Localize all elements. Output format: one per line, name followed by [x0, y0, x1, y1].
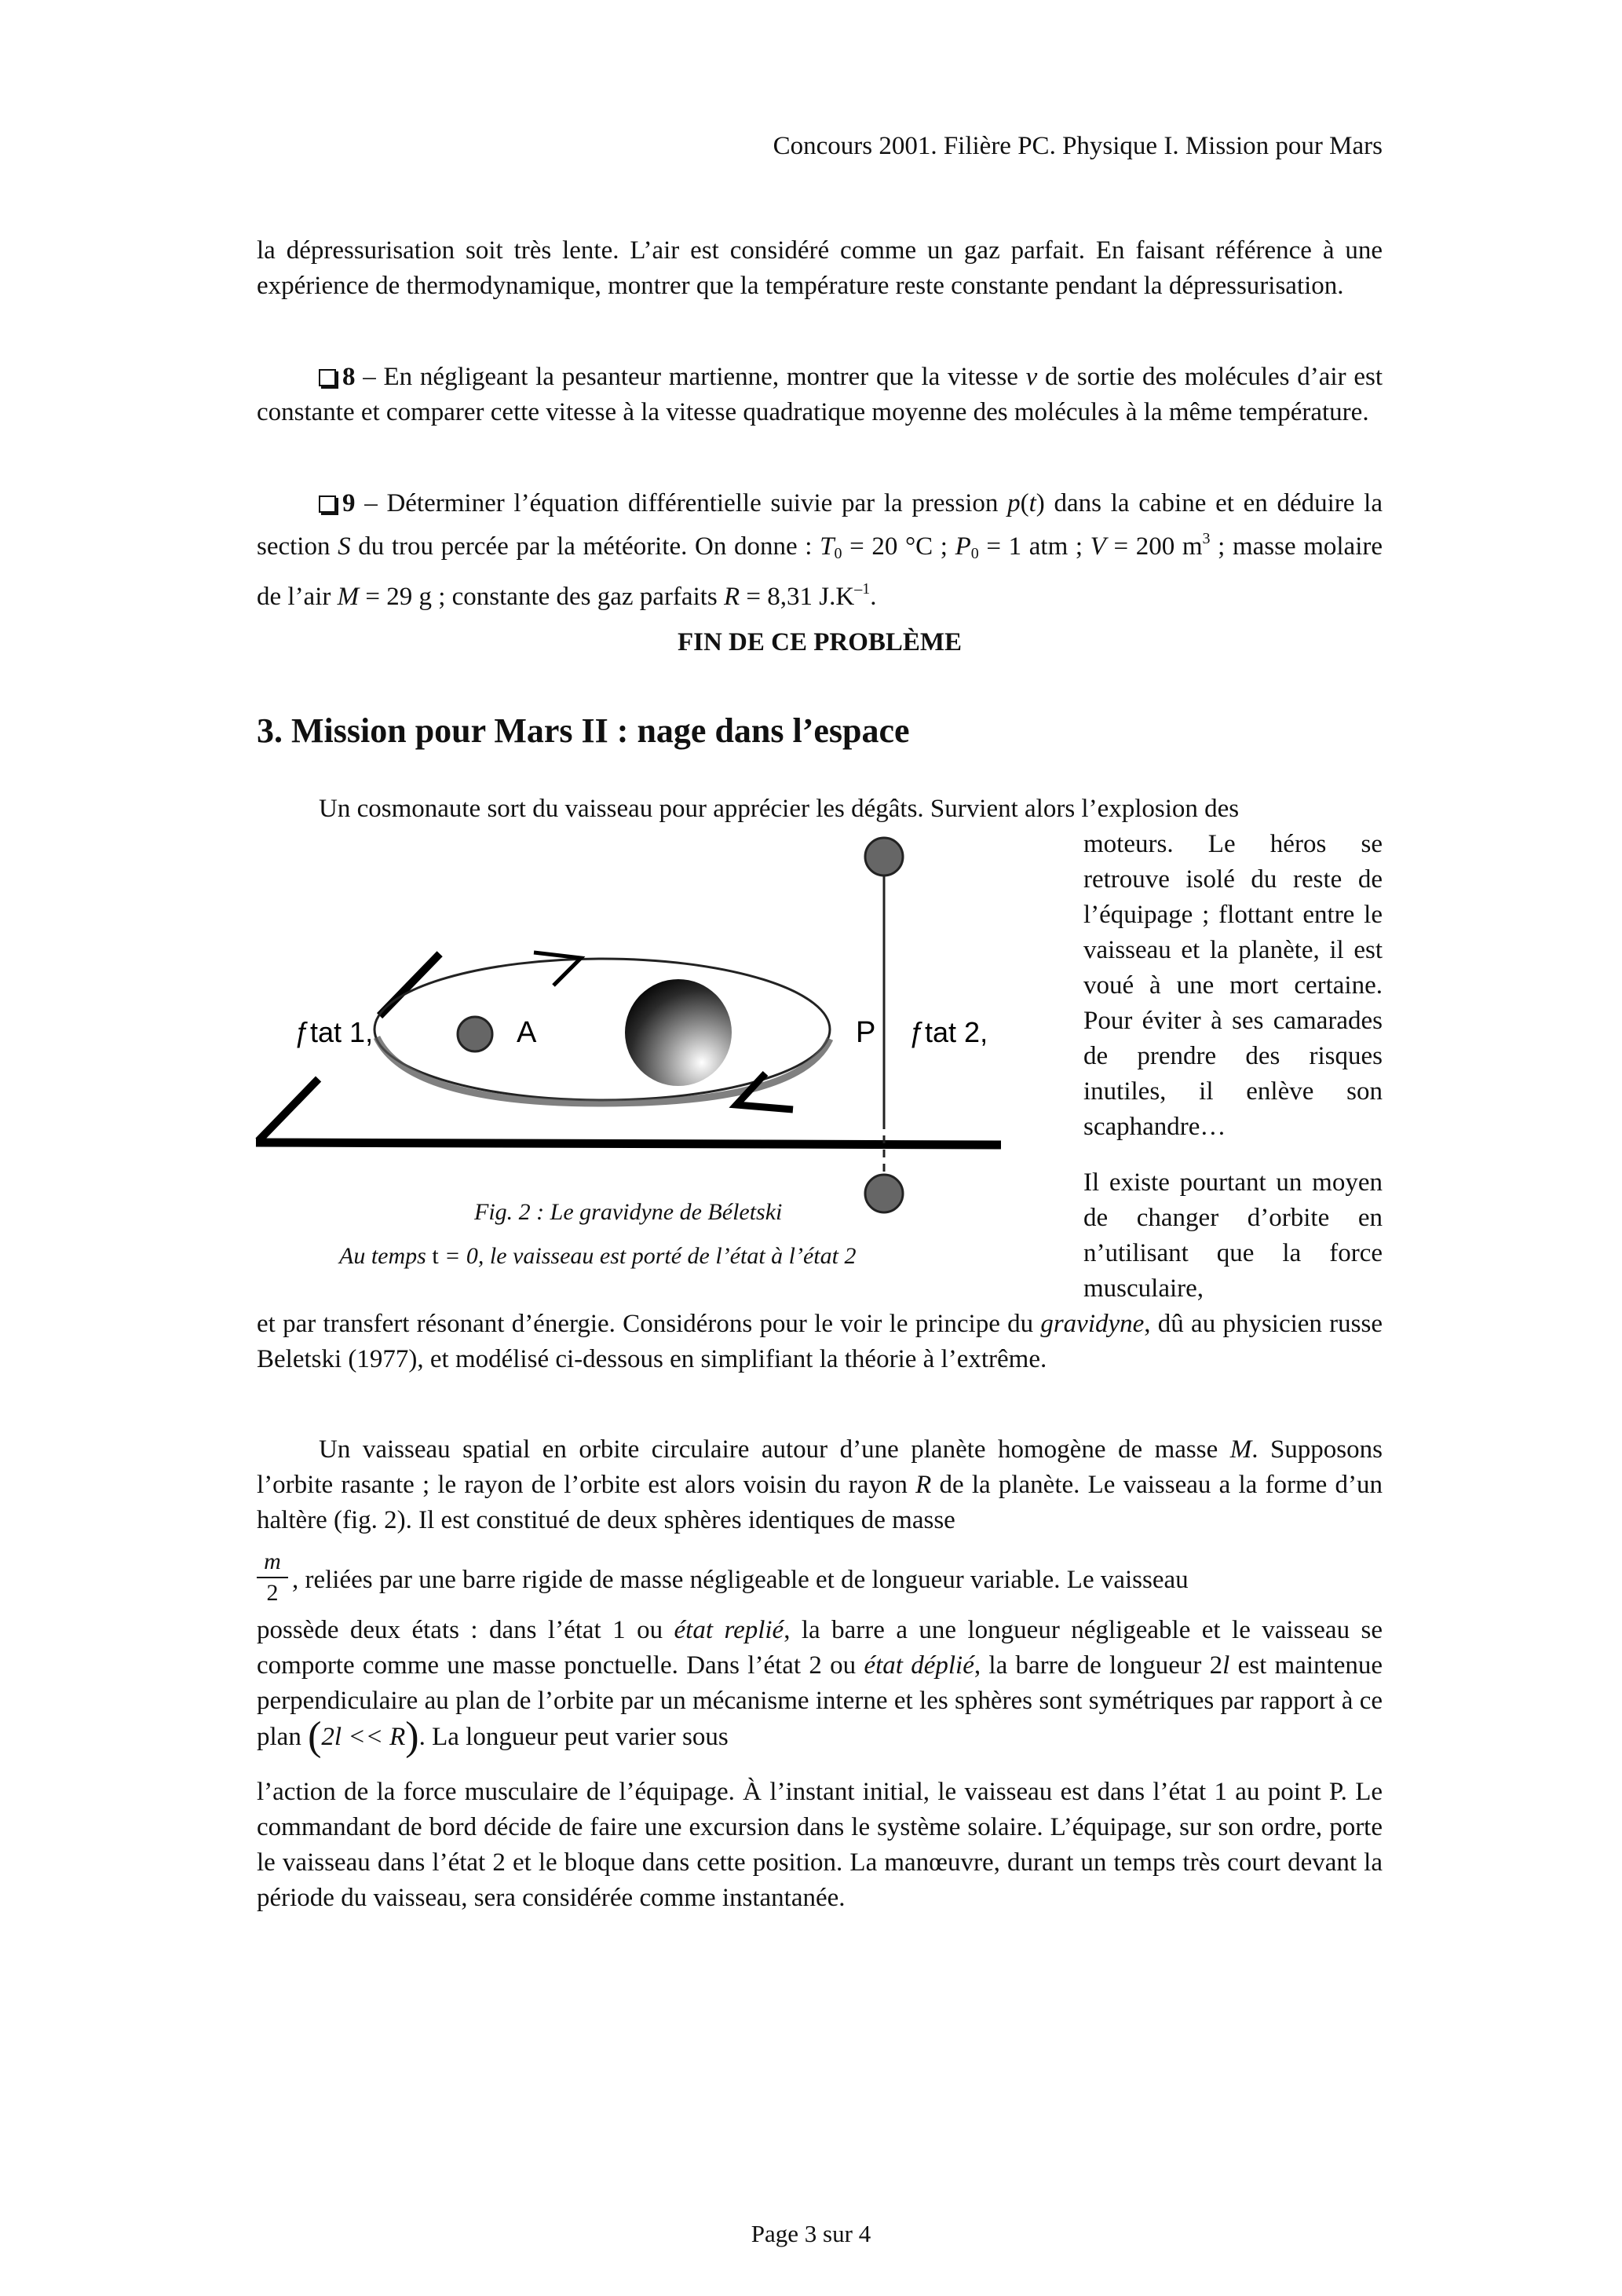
paragraph-etats: possède deux états : dans l’état 1 ou état replié, la barre a une longueur négligeable et le vaisseau se comporte comme une masse ponctuelle. Dans l’état 2 ou état déplié, la barre de longueur 2l est maintenue perpendiculaire au plan de l’orbite par un mécanisme interne et les sphères sont symétriques par rapport à ce plan (2l << R). La longueur peut varier sous [257, 1616, 1383, 1759]
sphere-bottom [865, 1175, 903, 1212]
question-9: 9 – Déterminer l’équation différentielle suivie par la pression p(t) dans la cabine et en déduire la section S du trou percée par la météorite. On donne : $T_0 = 20$ °C ; $P_0 = 1$ atm ; V = 200 $m^3$ ; masse molaire de l’air M = 29 g ; constante des gaz parfaits R = 8,31 $J.K^{-1}$. [257, 489, 1383, 611]
checkbox-icon [319, 495, 336, 513]
page-number: Page 3 sur 4 [751, 2220, 871, 2247]
sphere-top [865, 838, 903, 876]
right-column-text: moteurs. Le héros se retrouve isolé du reste de l’équipage ; flottant entre le vaisseau et la planète, il est voué à une mort certaine. Pour éviter à ses camarades de prendre des risques inutiles, il enlève son scaphandre… [1083, 830, 1383, 1141]
orbit-shadow [377, 1037, 830, 1103]
paragraph-barre: , reliées par une barre rigide de masse négligeable et de longueur variable. Le vaisseau [292, 1566, 1189, 1594]
label-p: P [856, 1016, 876, 1049]
checkbox-icon [319, 369, 336, 386]
paragraph-vaisseau: Un vaisseau spatial en orbite circulaire autour d’une planète homogène de masse M. Supposons l’orbite rasante ; le rayon de l’orbite est alors voisin du rayon R de la planète. Le vaisseau a la forme d’un haltère (fig. 2). Il est constitué de deux sphères identiques de masse [257, 1435, 1383, 1534]
label-state-2: ƒtat 2, [909, 1016, 988, 1048]
paragraph-gravidyne: et par transfert résonant d’énergie. Considérons pour le voir le principe du gravidyne, dû au physicien russe Beletski (1977), et modélisé ci-dessous en simplifiant la théorie à l’extrême. [257, 1310, 1383, 1373]
figure-caption-2: Au temps t = 0, le vaisseau est porté de l’état à l’état 2 [339, 1243, 857, 1269]
fraction-m-over-2: $\frac{m}{2}$ [257, 1547, 288, 1608]
paragraph-final: l’action de la force musculaire de l’équipage. À l’instant initial, le vaisseau est dans l’état 1 au point P. Le commandant de bord décide de faire une excursion dans le système solaire. L’équipage, sur son ordre, porte le vaisseau dans l’état 2 et le bloque dans cette position. La manœuvre, durant un temps très court devant la période du vaisseau, sera considérée comme instantanée. [257, 1778, 1383, 1912]
label-a: A [517, 1016, 537, 1049]
orbit-arrow-top-icon [534, 952, 581, 985]
planet [625, 979, 732, 1086]
figure-caption: Fig. 2 : Le gravidyne de Béletski [474, 1199, 783, 1225]
section-title: 3. Mission pour Mars II : nage dans l’espace [257, 711, 910, 750]
end-of-problem: FIN DE CE PROBLÈME [677, 628, 963, 656]
plane-edge-bottom [256, 1143, 1001, 1145]
right-column-text-2: Il existe pourtant un moyen de changer d’orbite en n’utilisant que la force musculaire, [1083, 1168, 1383, 1303]
question-number: 9 [342, 489, 356, 517]
intro-line: Un cosmonaute sort du vaisseau pour apprécier les dégâts. Survient alors l’explosion des [319, 795, 1240, 823]
condition-2l-ll-r: 2l << R [321, 1723, 406, 1751]
page-header: Concours 2001. Filière PC. Physique I. Mission pour Mars [773, 132, 1383, 160]
question-number: 8 [342, 363, 356, 391]
gravidyne-figure [251, 828, 1036, 1221]
label-state-1: ƒtat 1, [294, 1016, 374, 1048]
question-8: 8 – En négligeant la pesanteur martienne, montrer que la vitesse v de sortie des molécules d’air est constante et comparer cette vitesse à la vitesse quadratique moyenne des molécules à la même température. [257, 363, 1383, 426]
paragraph-depressurisation: la dépressurisation soit très lente. L’air est considéré comme un gaz parfait. En faisant référence à une expérience de thermodynamique, montrer que la température reste constante pendant la dépressurisation. [257, 236, 1383, 300]
sphere-a [458, 1017, 492, 1051]
